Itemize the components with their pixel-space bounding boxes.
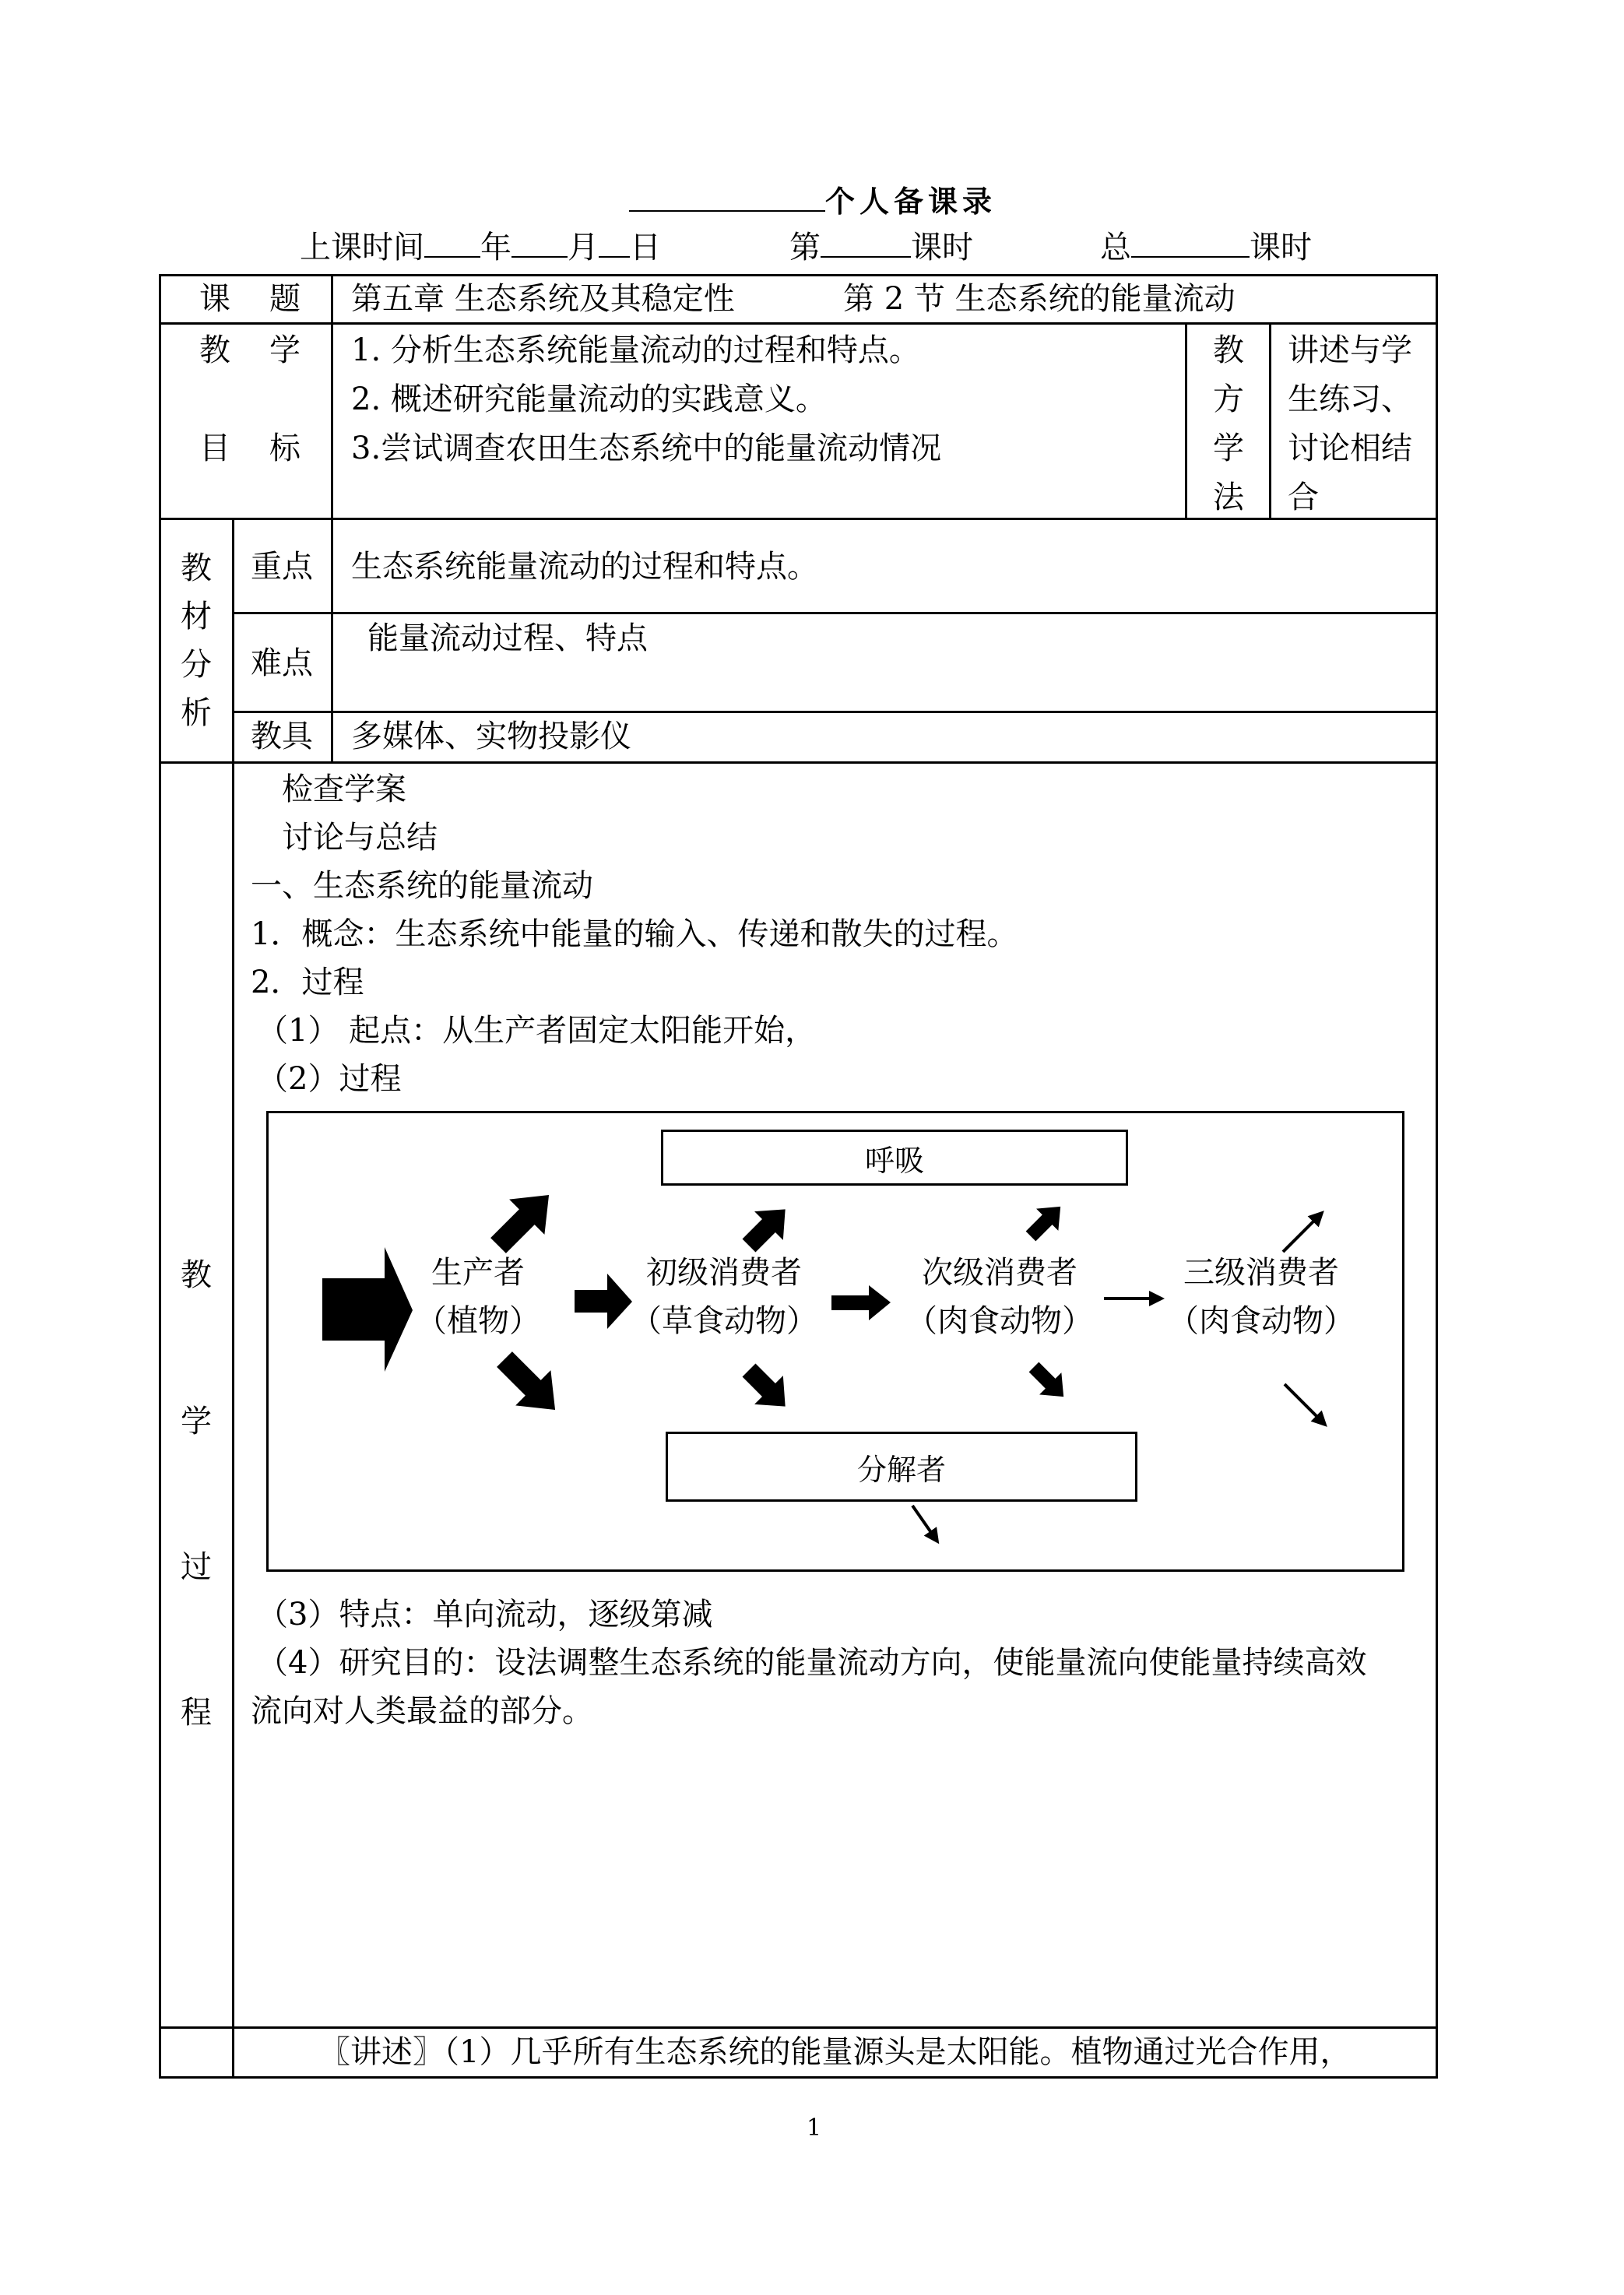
difficult-label: 难点 — [251, 645, 313, 681]
process-line-2: 讨论与总结 — [282, 820, 438, 856]
title-text: 个人备课录 — [825, 184, 997, 219]
lesson-total-line: 总 课时 — [1100, 230, 1312, 265]
topic-section: 第 2 节 生态系统的能量流动 — [843, 281, 1236, 317]
arrow-producer-decomposer — [487, 1341, 572, 1427]
process-line-3: 一、生态系统的能量流动 — [251, 868, 593, 904]
arrow-primary-decomposer — [735, 1356, 800, 1421]
process-line-4: 1．概念：生态系统中能量的输入、传递和散失的过程。 — [251, 916, 1018, 952]
process-line-5: 2．过程 — [251, 965, 364, 1000]
purpose-line-1: （4）研究目的：设法调整生态系统的能量流动方向，使能量流向使能量持续高效 — [257, 1645, 1367, 1681]
arrow-tertiary-decomposer — [1285, 1384, 1325, 1425]
arrow-secondary-respiration — [1020, 1196, 1071, 1247]
goals-label-top: 教 学 — [199, 332, 301, 368]
lesson-count-line: 第 课时 — [789, 230, 973, 265]
arrow-decomposer-out — [912, 1506, 937, 1541]
goal-1: 1. 分析生态系统能量流动的过程和特点。 — [351, 332, 920, 368]
node-primary-consumer: 初级消费者 （草食动物） — [631, 1255, 817, 1339]
page-number: 1 — [807, 2114, 822, 2142]
node-producer: 生产者 （植物） — [416, 1255, 540, 1339]
respiration-box: 呼吸 — [661, 1130, 1128, 1186]
goals-label-bottom: 目 标 — [199, 431, 301, 466]
goal-2: 2. 概述研究能量流动的实践意义。 — [351, 381, 827, 417]
arrow-primary-respiration — [735, 1195, 800, 1260]
sun-input-arrow — [322, 1247, 413, 1372]
arrow-secondary-decomposer — [1023, 1356, 1074, 1408]
node-tertiary-consumer: 三级消费者 （肉食动物） — [1168, 1255, 1355, 1339]
arrow-producer-to-primary — [575, 1274, 632, 1329]
arrow-producer-respiration — [480, 1177, 566, 1263]
process-line-6: （1） 起点：从生产者固定太阳能开始， — [257, 1013, 817, 1049]
lesson-time-line: 上课时间 年 月 日 — [300, 230, 661, 265]
topic-label: 课 题 — [199, 281, 301, 317]
tools-text: 多媒体、实物投影仪 — [351, 719, 631, 754]
key-text: 生态系统能量流动的过程和特点。 — [351, 549, 818, 585]
decomposer-box: 分解者 — [666, 1432, 1137, 1502]
goal-3: 3.尝试调查农田生态系统中的能量流动情况 — [351, 431, 942, 466]
process-line-7: （2）过程 — [257, 1061, 402, 1097]
node-secondary-consumer: 次级消费者 （肉食动物） — [906, 1255, 1093, 1339]
arrow-tertiary-respiration — [1283, 1213, 1322, 1252]
topic-chapter: 第五章 生态系统及其稳定性 — [351, 281, 735, 317]
process-line-1: 检查学案 — [282, 771, 406, 807]
purpose-line-2: 流向对人类最益的部分。 — [251, 1693, 593, 1729]
lecture-line: 〖讲述〗（1）几乎所有生态系统的能量源头是太阳能。植物通过光合作用， — [319, 2034, 1352, 2070]
feature-line: （3）特点：单向流动，逐级第减 — [257, 1597, 713, 1633]
tools-label: 教具 — [251, 719, 313, 754]
difficult-text: 能量流动过程、特点 — [367, 620, 648, 656]
arrow-primary-to-secondary — [831, 1285, 891, 1320]
key-label: 重点 — [251, 549, 313, 585]
